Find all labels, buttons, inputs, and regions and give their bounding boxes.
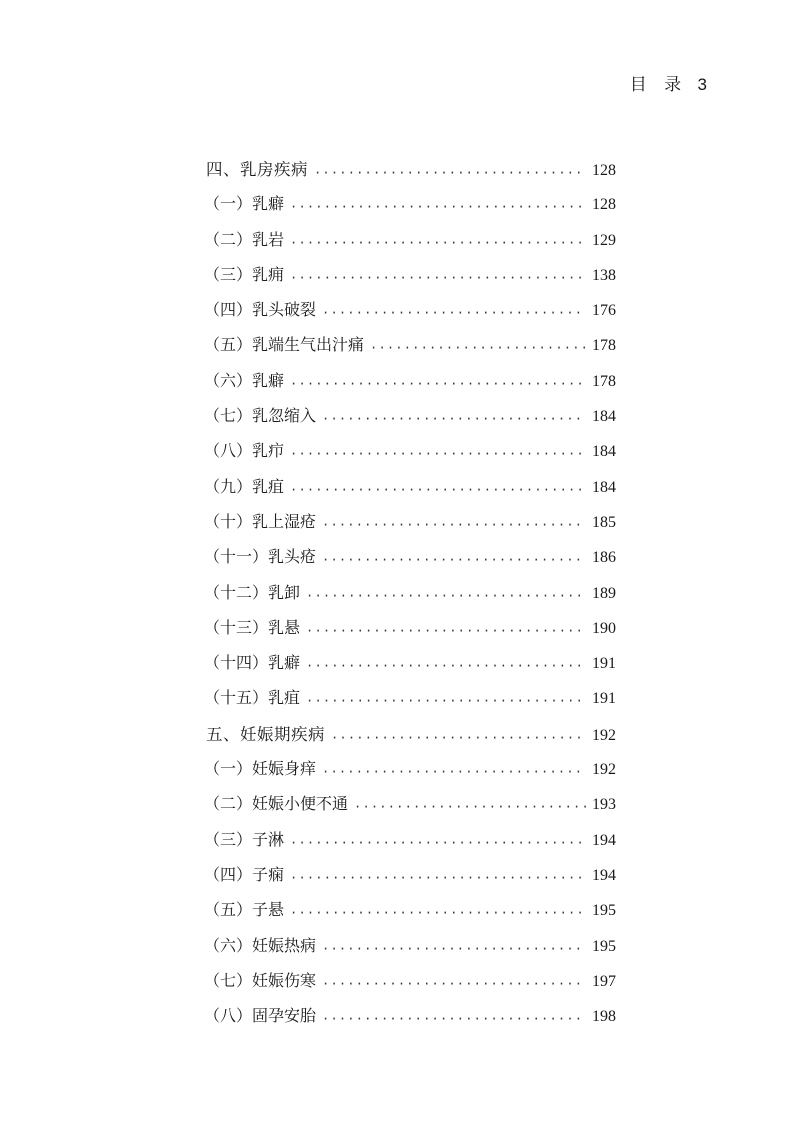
toc-entry[interactable] [204, 227, 616, 262]
toc-entry[interactable] [204, 297, 616, 332]
dot-leader [322, 514, 586, 530]
dot-leader [322, 549, 586, 565]
toc-entry-page-number: 186 [592, 549, 616, 567]
toc-entry-page-number: 193 [592, 796, 616, 814]
toc-entry-page-number: 190 [592, 619, 616, 637]
toc-entry-label: （十二）乳卸 [204, 582, 301, 602]
toc-entry[interactable] [204, 191, 616, 226]
toc-entry[interactable] [204, 791, 616, 826]
toc-entry[interactable] [204, 332, 616, 367]
toc-entry-page-number: 184 [592, 478, 616, 496]
toc-entry[interactable] [204, 544, 616, 579]
toc-section-entry[interactable] [204, 721, 616, 756]
table-of-contents [204, 156, 616, 1038]
dot-leader [306, 585, 586, 601]
toc-entry-label: （十三）乳悬 [204, 617, 301, 637]
toc-entry-page-number: 189 [592, 584, 616, 602]
toc-entry-label: （二）妊娠小便不通 [204, 794, 349, 814]
toc-entry-label: （六）乳癖 [204, 370, 285, 390]
toc-entry-page-number: 194 [592, 866, 616, 884]
dot-leader [370, 337, 586, 353]
toc-entry-page-number: 194 [592, 831, 616, 849]
dot-leader [290, 373, 586, 389]
dot-leader [331, 727, 586, 744]
toc-entry-label: （七）妊娠伤寒 [204, 970, 317, 990]
toc-entry-label: （八）乳疖 [204, 441, 285, 461]
toc-entry-page-number: 138 [592, 266, 616, 284]
toc-entry-label: （四）子痫 [204, 864, 285, 884]
dot-leader [322, 938, 586, 954]
toc-entry[interactable] [204, 509, 616, 544]
toc-entry-page-number: 128 [592, 196, 616, 214]
toc-entry-page-number: 184 [592, 408, 616, 426]
toc-entry-page-number: 129 [592, 231, 616, 249]
toc-entry[interactable] [204, 403, 616, 438]
toc-entry-label: （八）固孕安胎 [204, 1006, 317, 1026]
toc-entry[interactable] [204, 685, 616, 720]
toc-entry-label: （七）乳忽缩入 [204, 406, 317, 426]
toc-entry[interactable] [204, 968, 616, 1003]
toc-entry-page-number: 191 [592, 690, 616, 708]
toc-entry[interactable] [204, 650, 616, 685]
toc-entry-label: （十一）乳头疮 [204, 547, 317, 567]
dot-leader [290, 479, 586, 495]
toc-entry-page-number: 195 [592, 902, 616, 920]
toc-entry-label: （三）子淋 [204, 829, 285, 849]
dot-leader [322, 408, 586, 424]
dot-leader [290, 267, 586, 283]
toc-entry[interactable] [204, 580, 616, 615]
toc-entry-label: （六）妊娠热病 [204, 935, 317, 955]
toc-entry-label: （十四）乳癖 [204, 653, 301, 673]
toc-entry-label: （十）乳上湿疮 [204, 511, 317, 531]
dot-leader [290, 867, 586, 883]
toc-entry-page-number: 128 [592, 162, 616, 179]
dot-leader [322, 761, 586, 777]
toc-entry-label: （一）妊娠身痒 [204, 759, 317, 779]
header-page-number: 3 [697, 75, 708, 94]
toc-entry-page-number: 195 [592, 937, 616, 955]
toc-entry-page-number: 197 [592, 972, 616, 990]
toc-entry-page-number: 185 [592, 513, 616, 531]
dot-leader [290, 832, 586, 848]
dot-leader [290, 902, 586, 918]
toc-entry-label: （二）乳岩 [204, 229, 285, 249]
dot-leader [322, 302, 586, 318]
toc-entry-page-number: 176 [592, 302, 616, 320]
dot-leader [314, 162, 586, 179]
dot-leader [306, 655, 586, 671]
toc-entry[interactable] [204, 862, 616, 897]
toc-entry[interactable] [204, 438, 616, 473]
toc-entry-page-number: 184 [592, 443, 616, 461]
toc-entry-label: （四）乳头破裂 [204, 300, 317, 320]
toc-entry-label: （三）乳痈 [204, 264, 285, 284]
toc-entry-label: 五、妊娠期疾病 [206, 724, 325, 744]
dot-leader [290, 196, 586, 212]
toc-entry-page-number: 198 [592, 1008, 616, 1026]
toc-entry-page-number: 178 [592, 372, 616, 390]
dot-leader [322, 1008, 586, 1024]
toc-entry[interactable] [204, 897, 616, 932]
toc-entry-label: 四、乳房疾病 [206, 160, 308, 179]
toc-entry-label: （十五）乳疽 [204, 688, 301, 708]
dot-leader [306, 620, 586, 636]
toc-entry-label: （一）乳癖 [204, 194, 285, 214]
dot-leader [290, 232, 586, 248]
toc-section-entry[interactable] [204, 156, 616, 191]
toc-entry[interactable] [204, 368, 616, 403]
toc-entry[interactable] [204, 615, 616, 650]
toc-entry-page-number: 178 [592, 337, 616, 355]
toc-entry-page-number: 191 [592, 655, 616, 673]
toc-entry-page-number: 192 [592, 761, 616, 779]
toc-entry-label: （五）乳端生气出汁痛 [204, 335, 365, 355]
running-header [630, 70, 708, 95]
toc-entry[interactable] [204, 933, 616, 968]
toc-entry-label: （九）乳疽 [204, 476, 285, 496]
dot-leader [290, 443, 586, 459]
toc-entry[interactable] [204, 474, 616, 509]
dot-leader [306, 690, 586, 706]
toc-entry[interactable] [204, 262, 616, 297]
dot-leader [322, 973, 586, 989]
header-title: 目 录 [629, 75, 688, 95]
toc-entry[interactable] [204, 1003, 616, 1038]
toc-entry-page-number: 192 [592, 726, 616, 744]
toc-entry[interactable] [204, 827, 616, 862]
dot-leader [354, 796, 586, 812]
toc-entry[interactable] [204, 756, 616, 791]
toc-entry-label: （五）子悬 [204, 900, 285, 920]
